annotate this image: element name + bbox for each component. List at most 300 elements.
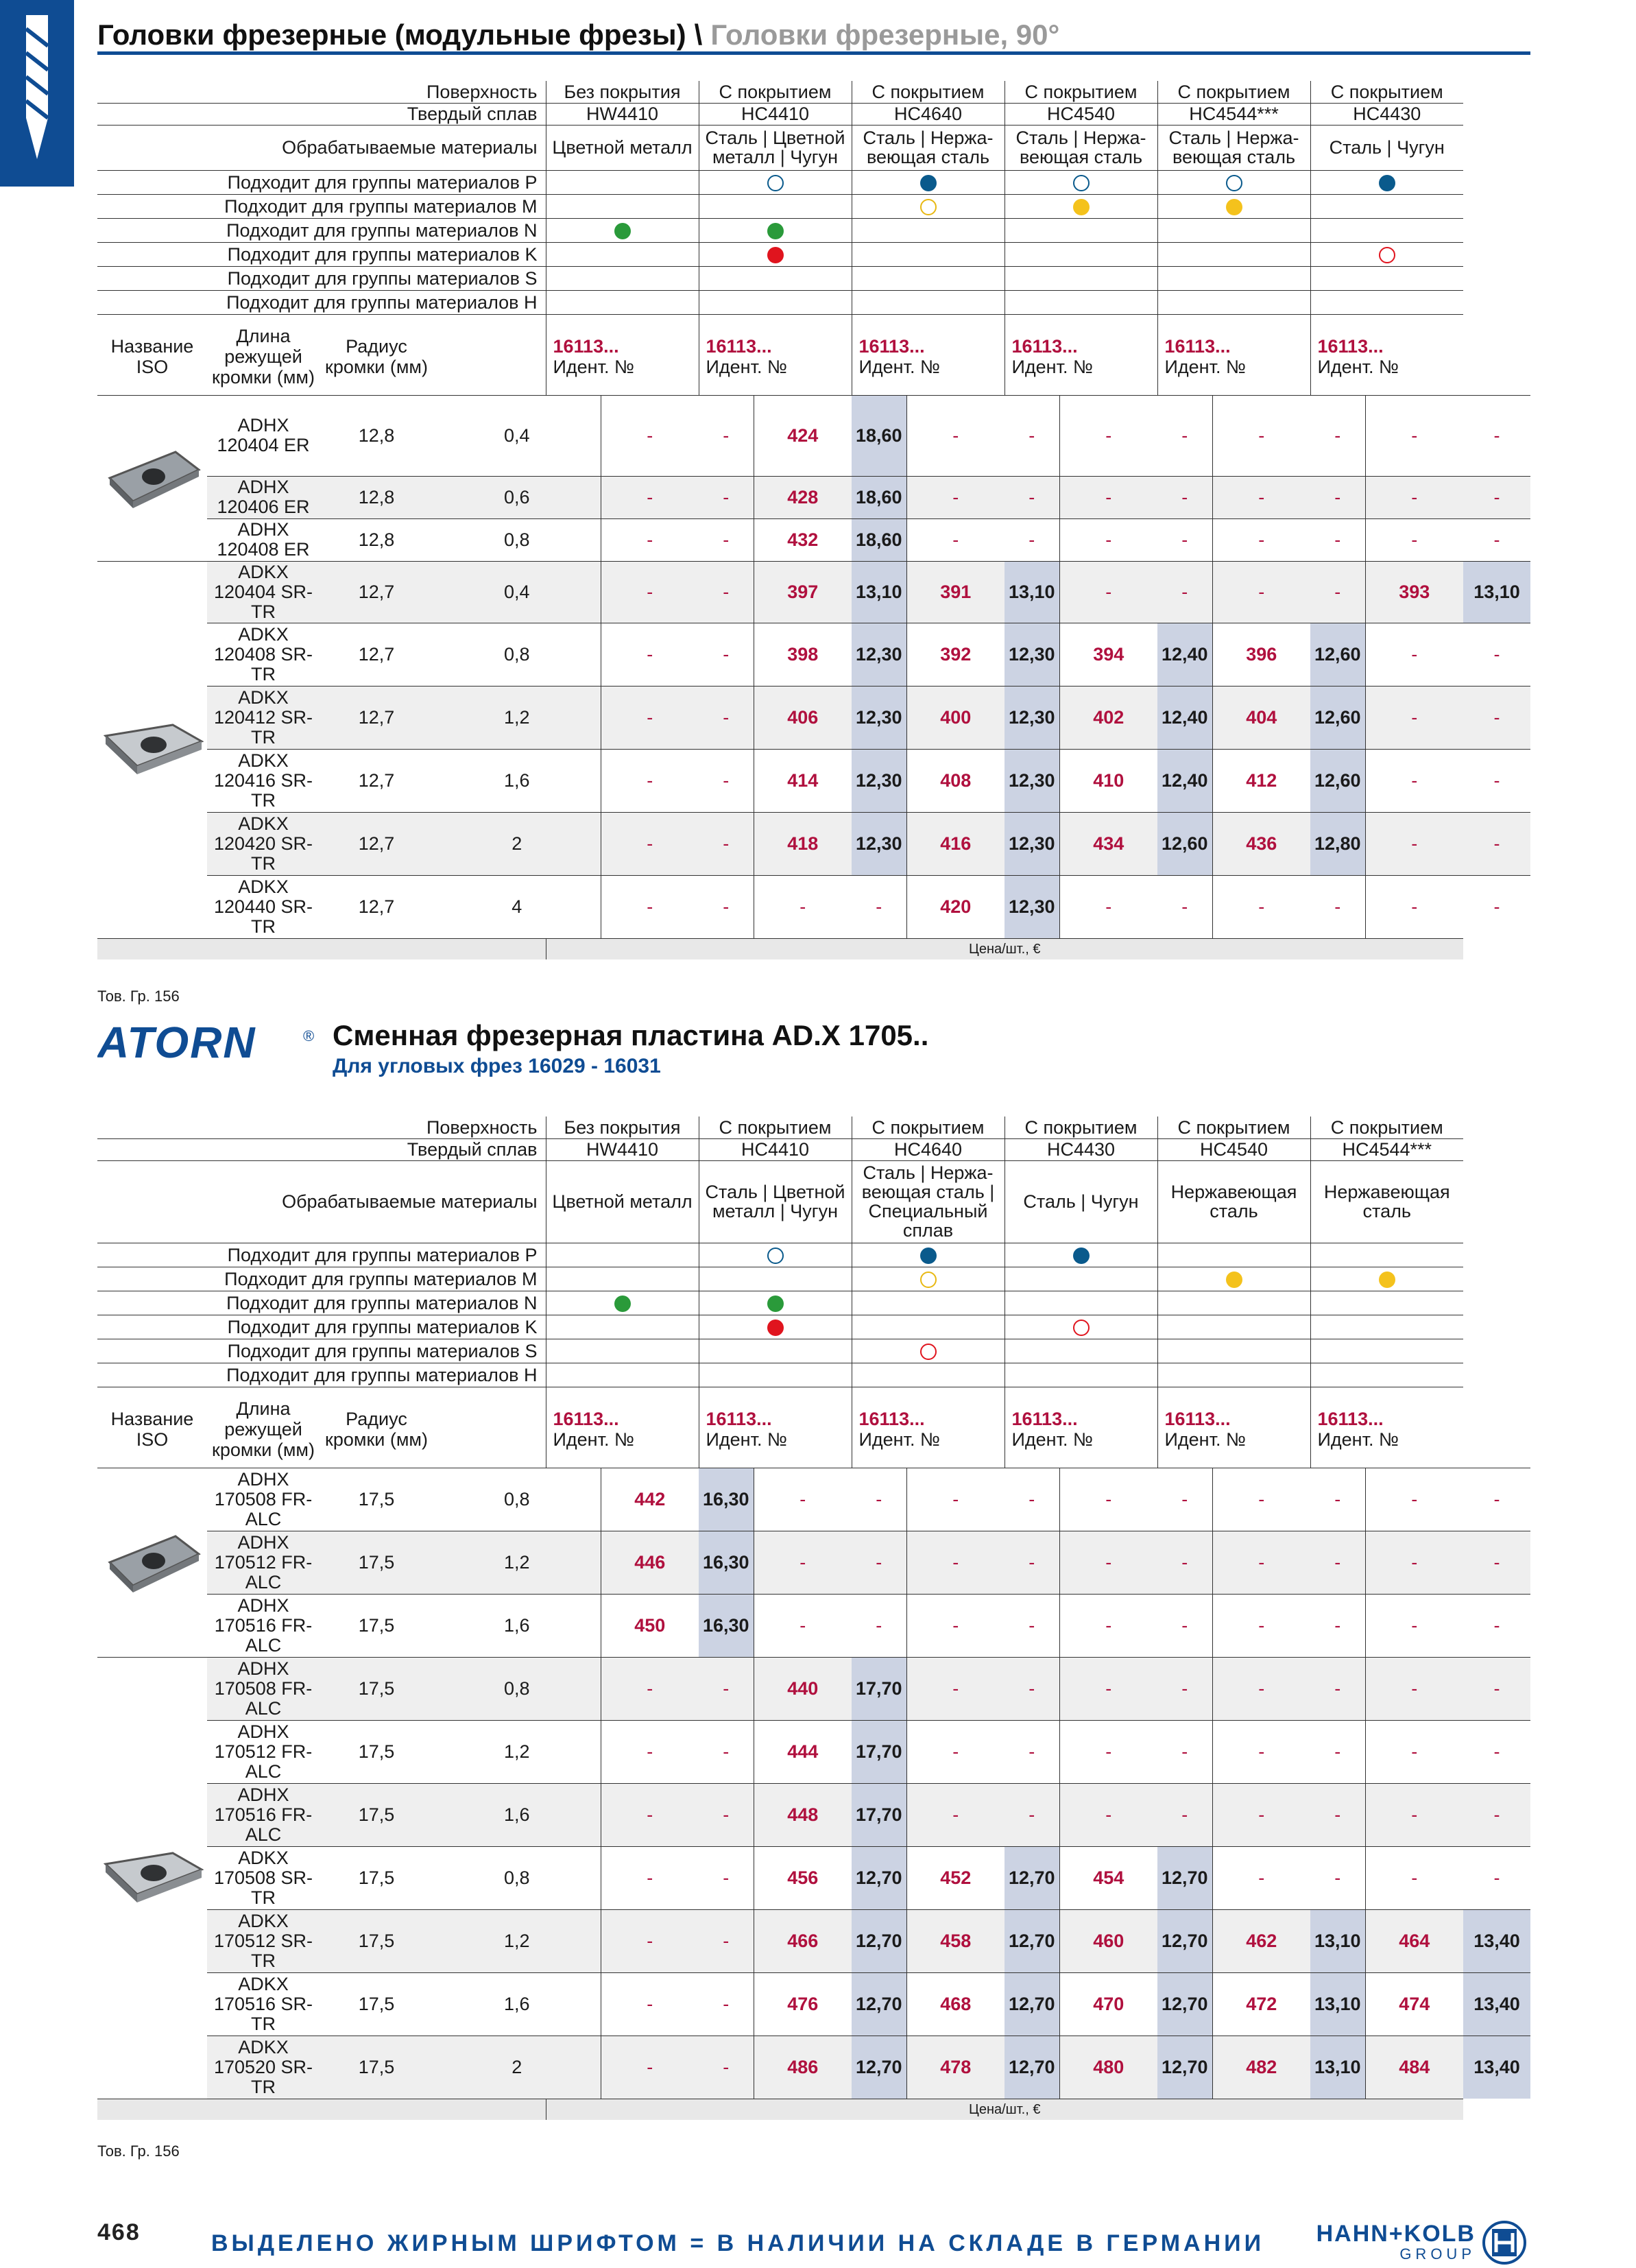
suitability-open-red-icon [920,1344,937,1360]
price: - [1463,1531,1530,1594]
id-label: Идент. № [1164,1429,1246,1450]
ident-code: - [754,1531,852,1594]
ident-code: 420 [906,875,1005,938]
ident-code: - [601,686,699,749]
id-label: Идент. № [1317,1429,1399,1450]
price: 12,60 [1310,749,1365,812]
radius: 2 [433,812,601,875]
ident-code: 406 [754,686,852,749]
header-subtitle: Головки фрезерные, 90° [710,19,1060,51]
price: - [1005,395,1059,476]
ident-code: - [906,1468,1005,1531]
price: - [1310,476,1365,518]
ident-code: 400 [906,686,1005,749]
price: 13,10 [1463,561,1530,623]
price: - [1310,875,1365,938]
price: 13,10 [1310,1909,1365,1972]
price: 13,40 [1463,1972,1530,2036]
price: 12,70 [1157,1909,1212,1972]
id-prefix: 16113... [858,336,925,357]
iso-name: ADHX 170516 FR-ALC [207,1783,320,1846]
suitability-fill-yellow-icon [1073,199,1090,215]
price: 12,70 [1005,2036,1059,2099]
radius: 0,8 [433,1846,601,1909]
ident-code: - [601,1846,699,1909]
col-surface: С покрытием [852,1117,1005,1138]
suitability-fill-green-icon [767,223,784,239]
group-k-label: Подходит для группы материалов K [97,242,546,266]
price: 17,70 [852,1783,906,1846]
price: 18,60 [852,476,906,518]
col-surface: Без покрытия [546,1117,699,1138]
price: - [1310,1594,1365,1657]
id-prefix: 16113... [553,1409,619,1429]
price: 12,70 [852,1909,906,1972]
cut-length: 12,7 [320,749,433,812]
drill-icon [21,15,53,159]
id-prefix: 16113... [1011,1409,1078,1429]
price: - [1310,1846,1365,1909]
ident-code: 397 [754,561,852,623]
suitability-open-red-icon [1379,247,1395,263]
price: - [699,395,754,476]
ident-code: 480 [1059,2036,1157,2099]
hk-emblem-icon [1482,2221,1526,2265]
cut-length: 12,8 [320,476,433,518]
price: - [1463,395,1530,476]
ident-code: 432 [754,518,852,561]
table-row [97,686,1530,749]
price: 12,30 [1005,749,1059,812]
ident-code: 460 [1059,1909,1157,1972]
cut-length: 12,7 [320,623,433,686]
price: - [699,686,754,749]
ident-code: - [1365,1783,1463,1846]
iso-name: ADKX 120404 SR-TR [207,561,320,623]
suitability-fill-red-icon [767,1320,784,1336]
ident-code: - [906,1594,1005,1657]
ident-code: - [601,623,699,686]
price: - [1157,1594,1212,1657]
ident-code: 450 [601,1594,699,1657]
insert-photo-adhx [101,1523,204,1598]
price: 18,60 [852,518,906,561]
col-grade: HC4544*** [1157,103,1310,125]
iso-name: ADHX 120406 ER [207,476,320,518]
cut-length: 12,8 [320,518,433,561]
table-row [97,518,1530,561]
cut-length: 12,7 [320,686,433,749]
price: 18,60 [852,395,906,476]
cut-length-header: Длина режущей кромки (мм) [212,326,315,387]
cut-length: 17,5 [320,1846,433,1909]
suitability-open-blue-icon [1073,175,1090,191]
radius: 0,6 [433,476,601,518]
ident-code: 424 [754,395,852,476]
ident-code: 442 [601,1468,699,1531]
price: 16,30 [699,1594,754,1657]
price: 16,30 [699,1531,754,1594]
col-surface: С покрытием [1310,81,1463,103]
table-row [97,1783,1530,1846]
iso-name: ADKX 120412 SR-TR [207,686,320,749]
section2-subtitle: Для угловых фрез 16029 - 16031 [333,1055,661,1077]
ident-code: - [1059,1594,1157,1657]
id-prefix: 16113... [858,1409,925,1429]
svg-text:ATORN: ATORN [97,1020,256,1066]
price: - [1157,476,1212,518]
ident-code: 392 [906,623,1005,686]
price: 12,70 [852,1972,906,2036]
table-row [97,623,1530,686]
ident-code: - [1212,1531,1310,1594]
product-table-1 [97,81,1530,959]
cut-length: 12,8 [320,395,433,476]
price: - [1463,812,1530,875]
insert-photo-adkx [101,1838,204,1913]
ident-code: - [1059,561,1157,623]
ident-code: - [1365,476,1463,518]
radius: 1,2 [433,1531,601,1594]
price: - [699,1972,754,2036]
group-s-label: Подходит для группы материалов S [97,1339,546,1363]
ident-code: 448 [754,1783,852,1846]
insert-photo-adkx [101,710,204,785]
col-materials: Сталь | Нержа-веющая сталь [1005,125,1157,170]
price: - [699,1657,754,1720]
ident-code: - [601,1783,699,1846]
price: - [699,749,754,812]
materials-label: Обрабатываемые материалы [97,125,546,170]
iso-name: ADHX 170512 FR-ALC [207,1720,320,1783]
id-label: Идент. № [858,1429,940,1450]
col-grade: HC4544*** [1310,1138,1463,1160]
ident-code: - [601,812,699,875]
price: 12,30 [852,623,906,686]
price: - [1463,1846,1530,1909]
col-materials: Нержавеющая сталь [1310,1160,1463,1243]
iso-name: ADHX 170508 FR-ALC [207,1468,320,1531]
suitability-fill-blue-icon [1073,1248,1090,1264]
price: 12,70 [852,2036,906,2099]
col-materials: Сталь | Чугун [1005,1160,1157,1243]
price: - [699,1720,754,1783]
ident-code: - [1365,1720,1463,1783]
surface-label: Поверхность [97,81,546,103]
price: - [852,1468,906,1531]
ident-code: - [1059,1468,1157,1531]
price: 12,30 [1005,812,1059,875]
product-group-label-2: Тов. Гр. 156 [97,2142,180,2160]
price: - [1463,476,1530,518]
ident-code: - [906,518,1005,561]
radius: 1,6 [433,749,601,812]
ident-code: - [754,1594,852,1657]
ident-code: 472 [1212,1972,1310,2036]
ident-code: - [1059,1720,1157,1783]
price: - [1157,1657,1212,1720]
price: 13,10 [1310,2036,1365,2099]
ident-code: 418 [754,812,852,875]
table-row [97,1657,1530,1720]
price: - [852,1594,906,1657]
cut-length: 17,5 [320,1909,433,1972]
price: - [1310,561,1365,623]
iso-name: ADHX 120408 ER [207,518,320,561]
page-number: 468 [97,2219,141,2245]
price: - [1157,1531,1212,1594]
table-row [97,395,1530,476]
table-row [97,1720,1530,1783]
suitability-fill-blue-icon [920,1248,937,1264]
price: 12,40 [1157,686,1212,749]
cut-length: 17,5 [320,1594,433,1657]
price: - [699,1783,754,1846]
ident-code: 446 [601,1531,699,1594]
price: - [699,875,754,938]
ident-code: - [1365,1846,1463,1909]
stock-slogan: ВЫДЕЛЕНО ЖИРНЫМ ШРИФТОМ = В НАЛИЧИИ НА СКЛАДЕ В ГЕРМАНИИ [211,2230,1265,2256]
table-row [97,1468,1530,1531]
price: - [1463,686,1530,749]
price: - [1310,518,1365,561]
header-title: Головки фрезерные (модульные фрезы) [97,19,686,51]
suitability-open-blue-icon [767,175,784,191]
ident-code: - [1059,476,1157,518]
ident-code: - [601,518,699,561]
svg-text:®: ® [303,1027,315,1045]
ident-code: 444 [754,1720,852,1783]
radius-header: Радиус кромки (мм) [325,1409,428,1450]
iso-name: ADKX 120420 SR-TR [207,812,320,875]
ident-code: - [601,1657,699,1720]
table-row [97,561,1530,623]
ident-code: 391 [906,561,1005,623]
table-row [97,875,1530,938]
ident-code: 482 [1212,2036,1310,2099]
ident-code: - [1365,1657,1463,1720]
price: - [1157,395,1212,476]
price: 12,70 [1157,1846,1212,1909]
price: 13,10 [852,561,906,623]
price: - [1310,1468,1365,1531]
col-grade: HC4540 [1157,1138,1310,1160]
col-materials: Нержавеющая сталь [1157,1160,1310,1243]
price: - [1463,518,1530,561]
iso-name: ADKX 170520 SR-TR [207,2036,320,2099]
id-label: Идент. № [553,1429,634,1450]
ident-code: 412 [1212,749,1310,812]
price: - [699,812,754,875]
ident-code: - [1212,395,1310,476]
ident-code: 404 [1212,686,1310,749]
suitability-fill-yellow-icon [1226,1272,1242,1288]
price: 13,10 [1310,1972,1365,2036]
col-materials: Цветной металл [546,1160,699,1243]
company-group: GROUP [1399,2245,1476,2263]
table-row [97,1972,1530,2036]
price: - [1310,1783,1365,1846]
price: - [1463,875,1530,938]
price: - [1005,1720,1059,1783]
atorn-logo [97,1020,324,1066]
materials-label: Обрабатываемые материалы [97,1160,546,1243]
price: - [1463,749,1530,812]
price: 12,40 [1157,623,1212,686]
ident-code: - [1365,518,1463,561]
group-n-label: Подходит для группы материалов N [97,1291,546,1315]
table-row [97,1909,1530,1972]
price: 12,60 [1157,812,1212,875]
ident-code: - [906,395,1005,476]
ident-code: 464 [1365,1909,1463,1972]
id-prefix: 16113... [1164,1409,1231,1429]
radius: 0,8 [433,518,601,561]
id-label: Идент. № [706,1429,787,1450]
ident-code: - [1212,1846,1310,1909]
cut-length: 17,5 [320,1468,433,1531]
price: - [1005,1531,1059,1594]
cut-length: 17,5 [320,1972,433,2036]
price: 16,30 [699,1468,754,1531]
price: - [1463,1657,1530,1720]
ident-code: - [1365,1531,1463,1594]
price: - [1157,1468,1212,1531]
suitability-fill-green-icon [614,223,631,239]
col-surface: С покрытием [1157,1117,1310,1138]
ident-code: 478 [906,2036,1005,2099]
col-surface: С покрытием [699,1117,852,1138]
group-p-label: Подходит для группы материалов P [97,1243,546,1267]
ident-code: 414 [754,749,852,812]
suitability-fill-green-icon [767,1296,784,1312]
ident-code: - [1212,1468,1310,1531]
ident-code: 458 [906,1909,1005,1972]
radius: 1,6 [433,1783,601,1846]
price: 17,70 [852,1657,906,1720]
ident-code: - [601,1909,699,1972]
table-row [97,2036,1530,2099]
group-m-label: Подходит для группы материалов M [97,194,546,218]
radius: 0,8 [433,1657,601,1720]
price: - [1005,476,1059,518]
price: - [1310,395,1365,476]
ident-code: - [1365,395,1463,476]
cut-length: 12,7 [320,812,433,875]
price: - [852,1531,906,1594]
price: 12,60 [1310,623,1365,686]
ident-code: - [1059,1783,1157,1846]
price: - [1157,561,1212,623]
radius: 1,2 [433,686,601,749]
ident-code: - [1365,623,1463,686]
col-surface: Без покрытия [546,81,699,103]
ident-code: - [754,875,852,938]
table-row [97,749,1530,812]
price: - [1157,875,1212,938]
price: - [1463,1720,1530,1783]
ident-code: - [906,1783,1005,1846]
col-surface: С покрытием [699,81,852,103]
col-grade: HC4410 [699,103,852,125]
id-label: Идент. № [858,357,940,377]
ident-code: - [906,476,1005,518]
price: 12,70 [1005,1846,1059,1909]
price: - [1157,518,1212,561]
price: 12,60 [1310,686,1365,749]
hahn-kolb-logo [1240,2221,1526,2265]
price: 13,10 [1005,561,1059,623]
iso-name: ADKX 120408 SR-TR [207,623,320,686]
radius: 4 [433,875,601,938]
radius: 0,4 [433,395,601,476]
price: - [1310,1657,1365,1720]
ident-code: - [1365,1468,1463,1531]
price: 12,30 [1005,686,1059,749]
id-prefix: 16113... [1317,336,1384,357]
carbide-label: Твердый сплав [97,1138,546,1160]
ident-code: - [1212,476,1310,518]
chapter-tab [0,0,74,187]
table-row [97,1846,1530,1909]
price: - [699,623,754,686]
cut-length: 17,5 [320,1531,433,1594]
ident-code: 468 [906,1972,1005,2036]
ident-code: - [1212,1783,1310,1846]
ident-code: - [1212,875,1310,938]
ident-code: 466 [754,1909,852,1972]
price: 12,70 [1157,2036,1212,2099]
group-k-label: Подходит для группы материалов K [97,1315,546,1339]
ident-code: - [1212,1720,1310,1783]
ident-code: - [906,1720,1005,1783]
ident-code: - [1212,1657,1310,1720]
id-label: Идент. № [553,357,634,377]
cut-length: 17,5 [320,2036,433,2099]
price: - [699,1909,754,1972]
group-p-label: Подходит для группы материалов P [97,170,546,194]
iso-name: ADKX 170516 SR-TR [207,1972,320,2036]
suitability-fill-blue-icon [1379,175,1395,191]
price: - [1463,1468,1530,1531]
ident-code: 402 [1059,686,1157,749]
ident-code: 393 [1365,561,1463,623]
suitability-open-blue-icon [767,1248,784,1264]
suitability-fill-blue-icon [920,175,937,191]
ident-code: - [906,1531,1005,1594]
iso-name: ADKX 120416 SR-TR [207,749,320,812]
suitability-open-red-icon [1073,1320,1090,1336]
col-surface: С покрытием [1157,81,1310,103]
ident-code: 462 [1212,1909,1310,1972]
price: 12,70 [1157,1972,1212,2036]
price: - [699,2036,754,2099]
cut-length: 17,5 [320,1783,433,1846]
ident-code: - [754,1468,852,1531]
col-surface: С покрытием [1005,81,1157,103]
header-separator: \ [694,19,703,51]
iso-name: ADHX 170516 FR-ALC [207,1594,320,1657]
radius: 0,8 [433,623,601,686]
ident-code: 394 [1059,623,1157,686]
iso-name-header: Название ISO [110,1409,194,1450]
price: - [1157,1783,1212,1846]
table-row [97,1531,1530,1594]
ident-code: - [1365,812,1463,875]
ident-code: - [601,1972,699,2036]
ident-code: - [601,476,699,518]
ident-code: 456 [754,1846,852,1909]
